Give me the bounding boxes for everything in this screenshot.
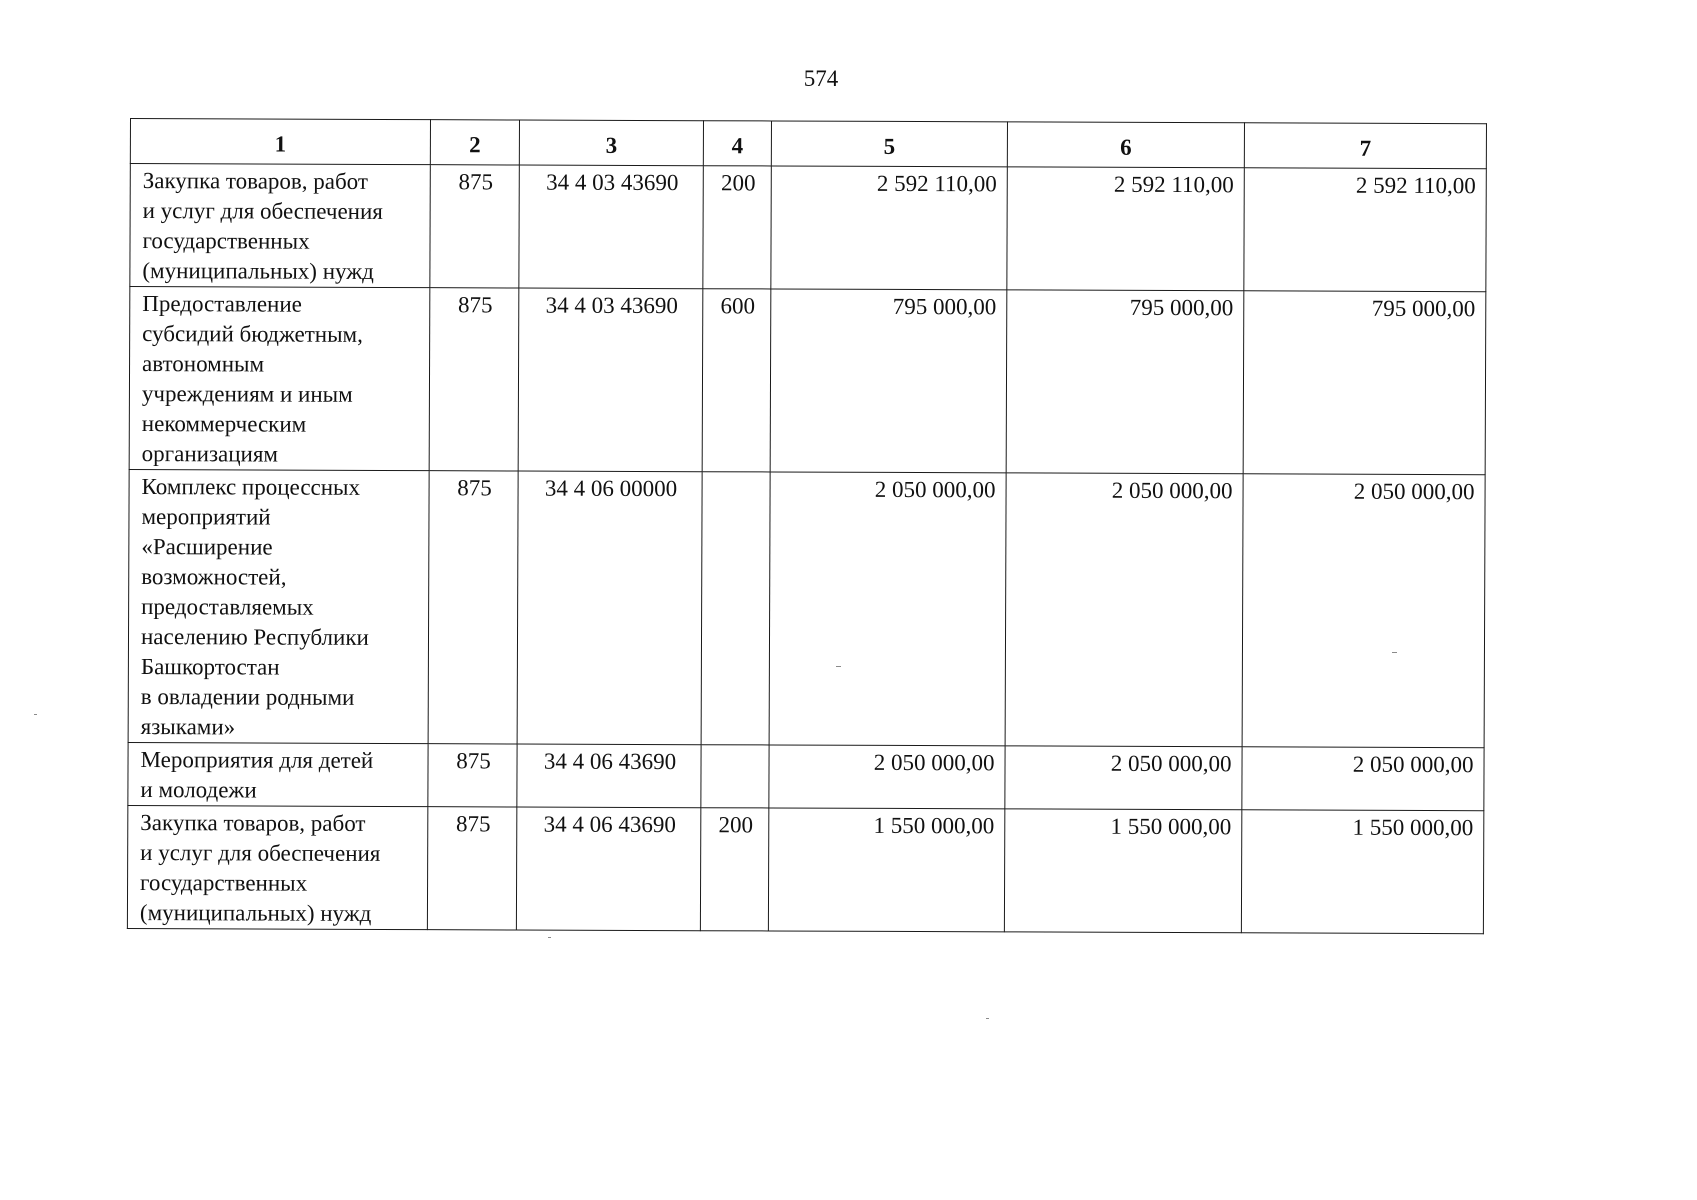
row-name-line: в овладении родными: [140, 684, 355, 710]
header-cell-6: 6: [1007, 122, 1244, 168]
row-name-line: предоставляемых: [141, 594, 314, 620]
row-type-cell: 600: [702, 289, 771, 472]
row-classification-cell: 34 4 06 43690: [516, 807, 700, 931]
row-name-cell: [128, 742, 428, 806]
header-cell-7: 7: [1244, 123, 1486, 169]
row-name-line: некоммерческим: [141, 411, 307, 437]
row-amount-6-cell: 1 550 000,00: [1004, 809, 1241, 933]
row-code-cell: 875: [428, 471, 518, 744]
row-code-cell: 875: [429, 288, 519, 471]
row-name-line: мероприятий: [141, 504, 271, 530]
row-name-line: Комплекс процессных: [141, 474, 361, 500]
row-name-line: учреждениям и иным: [141, 381, 353, 407]
table-row: [128, 469, 1485, 747]
row-amount-6-cell: 2 050 000,00: [1005, 473, 1243, 747]
row-code-cell: 875: [427, 807, 516, 930]
row-amount-5-cell: 1 550 000,00: [768, 808, 1004, 932]
row-name-line: государственных: [142, 228, 310, 254]
row-amount-6-cell: 2 050 000,00: [1005, 746, 1242, 810]
row-type-cell: [701, 745, 769, 808]
row-name-line: автономным: [142, 351, 265, 377]
row-name-cell: [127, 805, 427, 929]
header-cell-4: 4: [703, 121, 771, 166]
row-name-line: Мероприятия для детей: [140, 747, 374, 773]
row-amount-7-cell: 2 050 000,00: [1242, 474, 1485, 748]
row-amount-5-cell: 2 050 000,00: [769, 472, 1006, 746]
row-classification-cell: 34 4 03 43690: [519, 165, 703, 289]
row-name-line: (муниципальных) нужд: [142, 258, 374, 284]
row-classification-cell: 34 4 06 43690: [517, 744, 701, 808]
scan-speck: [836, 666, 841, 667]
row-amount-5-cell: 2 592 110,00: [771, 166, 1007, 290]
row-name-line: государственных: [140, 870, 308, 896]
row-name-line: возможностей,: [141, 564, 287, 590]
header-cell-3: 3: [519, 120, 703, 166]
row-name-line: Закупка товаров, работ: [140, 810, 366, 836]
row-amount-6-cell: 795 000,00: [1006, 290, 1244, 474]
table-row: [130, 164, 1486, 292]
table-header: [130, 119, 1486, 169]
header-row: [130, 119, 1486, 169]
row-name-line: языками»: [140, 714, 236, 740]
row-amount-5-cell: 795 000,00: [770, 289, 1007, 473]
row-name-cell: [129, 287, 430, 471]
row-type-cell: 200: [703, 166, 771, 289]
row-type-cell: 200: [700, 808, 768, 931]
row-name-line: и услуг для обеспечения: [142, 198, 383, 224]
scan-speck: [548, 937, 551, 938]
header-cell-5: 5: [771, 121, 1007, 167]
row-classification-cell: 34 4 03 43690: [518, 288, 703, 472]
row-amount-6-cell: 2 592 110,00: [1007, 167, 1244, 291]
row-type-cell: [701, 472, 770, 745]
row-amount-5-cell: 2 050 000,00: [769, 745, 1005, 809]
page-number: 574: [803, 66, 839, 91]
scan-speck: [1392, 652, 1397, 653]
table-row: [129, 287, 1486, 475]
row-name-line: субсидий бюджетным,: [142, 321, 363, 347]
row-name-line: населению Республики: [140, 624, 369, 650]
row-name-line: организациям: [141, 441, 279, 467]
row-name-line: Предоставление: [142, 291, 302, 317]
row-name-cell: [130, 164, 430, 288]
row-name-line: (муниципальных) нужд: [139, 900, 372, 926]
row-name-line: и молодежи: [140, 777, 257, 803]
row-name-line: и услуг для обеспечения: [140, 840, 381, 866]
row-amount-7-cell: 2 592 110,00: [1244, 168, 1486, 292]
header-cell-1: 1: [130, 119, 430, 165]
row-name-line: Закупка товаров, работ: [142, 168, 369, 194]
row-amount-7-cell: 2 050 000,00: [1242, 747, 1484, 811]
row-name-cell: [128, 469, 429, 743]
row-code-cell: 875: [430, 165, 519, 288]
table-row: [128, 742, 1484, 810]
row-amount-7-cell: 795 000,00: [1243, 291, 1486, 475]
row-name-line: Башкортостан: [140, 654, 280, 680]
row-amount-7-cell: 1 550 000,00: [1241, 810, 1483, 934]
table-row: [127, 805, 1483, 933]
scan-speck: [34, 714, 37, 715]
budget-table: [127, 118, 1487, 934]
table-body: [127, 164, 1486, 934]
row-classification-cell: 34 4 06 00000: [517, 471, 702, 745]
scan-speck: [986, 1018, 989, 1019]
row-code-cell: 875: [428, 744, 517, 807]
row-name-line: «Расширение: [141, 534, 273, 560]
header-cell-2: 2: [430, 120, 519, 165]
